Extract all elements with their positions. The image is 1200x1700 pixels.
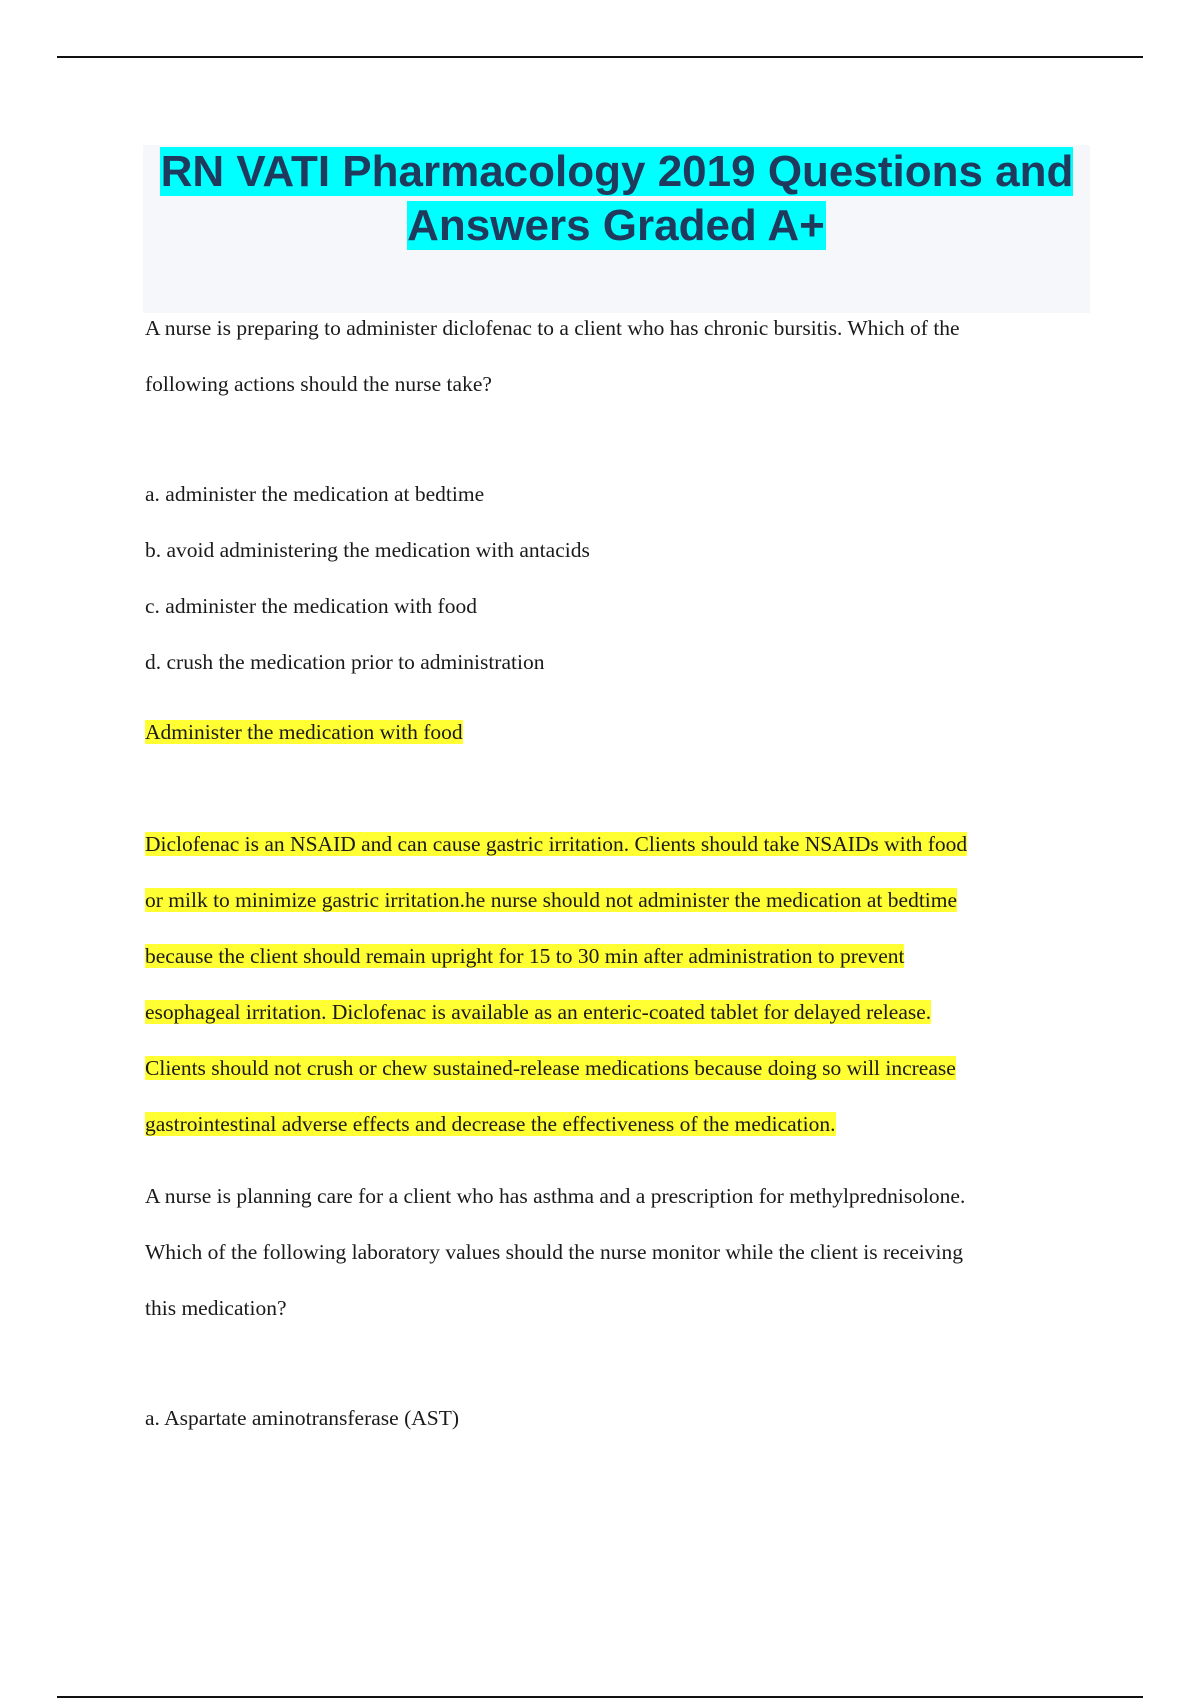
question1-answer [145,704,1080,760]
explanation-text: esophageal irritation. Diclofenac is available as an enteric-coated tablet for delayed release. [145,1000,932,1024]
explanation-text: Diclofenac is an NSAID and can cause gastric irritation. Clients should take NSAIDs with food [145,832,968,856]
explanation-line [145,872,1080,928]
explanation-text: or milk to minimize gastric irritation.he nurse should not administer the medication at bedtime [145,888,958,912]
question2-option-a: a. Aspartate aminotransferase (AST) [145,1406,460,1430]
document-title-text: RN VATI Pharmacology 2019 Questions and Answers Graded A+ [160,147,1074,250]
question1-option-b: b. avoid administering the medication with antacids [145,538,590,562]
question2-stem-line: Which of the following laboratory values should the nurse monitor while the client is receiving [145,1240,963,1264]
explanation-text: because the client should remain upright for 15 to 30 min after administration to prevent [145,944,905,968]
explanation-line [145,984,1080,1040]
header-rule [57,56,1143,58]
question1-option-d: d. crush the medication prior to administration [145,650,545,674]
document-title [143,145,1090,253]
explanation-text: Clients should not crush or chew sustained-release medications because doing so will increase [145,1056,956,1080]
answer-highlight: Administer the medication with food [145,720,463,744]
question1-stem-line: following actions should the nurse take? [145,372,492,396]
explanation-line [145,816,1080,872]
explanation-line [145,1096,1080,1152]
explanation-line [145,928,1080,984]
question2-stem-line: this medication? [145,1296,287,1320]
document-body [145,300,1080,1446]
question2-stem-line: A nurse is planning care for a client who has asthma and a prescription for methylprednisolone. [145,1184,966,1208]
explanation-line [145,1040,1080,1096]
footer-rule [57,1696,1143,1698]
question1-option-c: c. administer the medication with food [145,594,477,618]
question1-option-a: a. administer the medication at bedtime [145,482,485,506]
question1-stem-line: A nurse is preparing to administer diclofenac to a client who has chronic bursitis. Which of the [145,316,960,340]
explanation-text: gastrointestinal adverse effects and decrease the effectiveness of the medication. [145,1112,836,1136]
